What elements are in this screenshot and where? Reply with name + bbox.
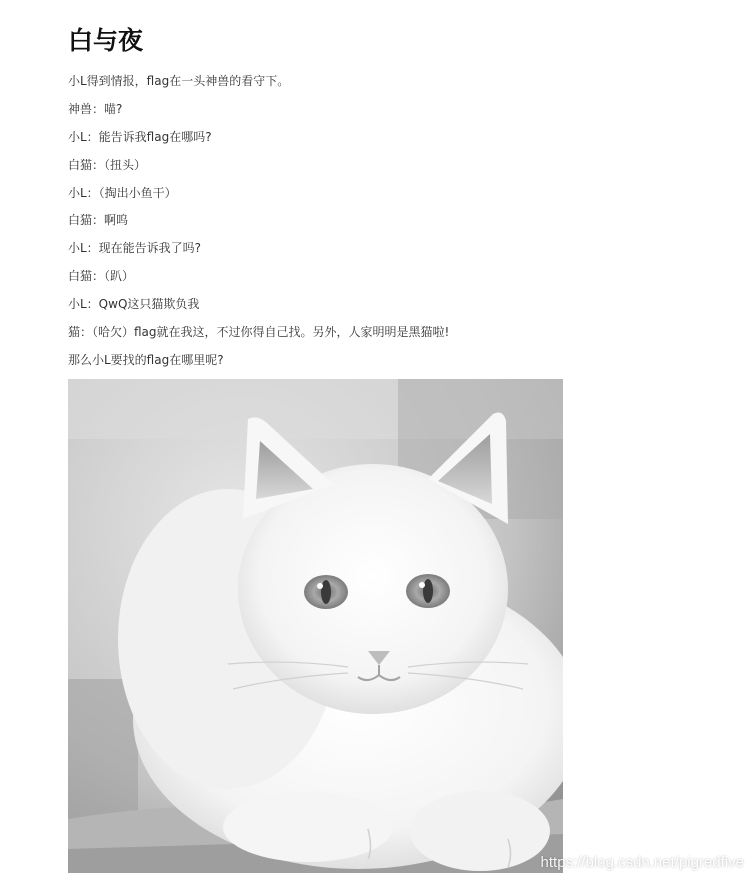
story-line: 猫：（哈欠）flag就在我这，不过你得自己找。另外，人家明明是黑猫啦! — [68, 325, 450, 339]
story-line: 小L：QwQ这只猫欺负我 — [68, 297, 200, 311]
story-line: 那么小L要找的flag在哪里呢? — [68, 353, 224, 367]
story-line: 白猫：（趴） — [68, 269, 135, 283]
story-line: 小L得到情报，flag在一头神兽的看守下。 — [68, 74, 290, 88]
story-line: 小L：能告诉我flag在哪吗? — [68, 130, 212, 144]
story-line: 小L：现在能告诉我了吗? — [68, 241, 202, 255]
story-line: 小L：（掏出小鱼干） — [68, 186, 177, 200]
page-title: 白与夜 — [68, 26, 144, 55]
watermark-text: https://blog.csdn.net/pigredfive — [540, 854, 744, 871]
white-cat-image — [68, 379, 563, 873]
story-line: 白猫：（扭头） — [68, 158, 147, 172]
story-line: 白猫：啊呜 — [68, 213, 129, 227]
story-line: 神兽：喵? — [68, 102, 123, 116]
